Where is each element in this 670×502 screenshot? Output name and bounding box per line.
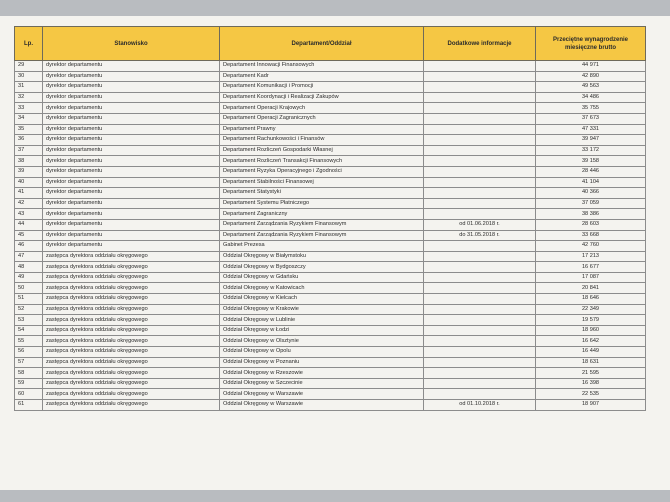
table-row	[15, 230, 646, 241]
cell-lp: 38	[15, 156, 43, 167]
table-row	[15, 272, 646, 283]
cell-additional-info	[424, 325, 536, 336]
cell-additional-info	[424, 262, 536, 273]
cell-additional-info	[424, 209, 536, 220]
cell-lp: 36	[15, 135, 43, 146]
table-row	[15, 113, 646, 124]
cell-lp: 29	[15, 61, 43, 72]
cell-lp: 60	[15, 389, 43, 400]
cell-additional-info: od 01.10.2018 r.	[424, 400, 536, 411]
cell-department: Oddział Okręgowy w Kielcach	[220, 294, 424, 305]
table-row	[15, 198, 646, 209]
cell-additional-info	[424, 347, 536, 358]
cell-additional-info	[424, 368, 536, 379]
cell-additional-info	[424, 135, 536, 146]
cell-salary: 39 947	[536, 135, 646, 146]
cell-position: zastępca dyrektora oddziału okręgowego	[43, 378, 220, 389]
cell-lp: 42	[15, 198, 43, 209]
cell-department: Oddział Okręgowy w Rzeszowie	[220, 368, 424, 379]
cell-position: dyrektor departamentu	[43, 241, 220, 252]
cell-salary: 16 677	[536, 262, 646, 273]
cell-additional-info	[424, 103, 536, 114]
cell-position: dyrektor departamentu	[43, 198, 220, 209]
cell-position: zastępca dyrektora oddziału okręgowego	[43, 325, 220, 336]
cell-salary: 34 486	[536, 92, 646, 103]
cell-lp: 58	[15, 368, 43, 379]
cell-department: Oddział Okręgowy w Lublinie	[220, 315, 424, 326]
cell-position: dyrektor departamentu	[43, 209, 220, 220]
table-row	[15, 347, 646, 358]
cell-salary: 28 603	[536, 219, 646, 230]
cell-salary: 16 449	[536, 347, 646, 358]
cell-lp: 59	[15, 378, 43, 389]
cell-lp: 61	[15, 400, 43, 411]
cell-department: Departament Operacji Krajowych	[220, 103, 424, 114]
table-row	[15, 400, 646, 411]
cell-department: Departament Systemu Płatniczego	[220, 198, 424, 209]
cell-salary: 17 087	[536, 272, 646, 283]
cell-additional-info	[424, 113, 536, 124]
cell-additional-info	[424, 82, 536, 93]
cell-additional-info	[424, 92, 536, 103]
cell-department: Departament Komunikacji i Promocji	[220, 82, 424, 93]
cell-additional-info	[424, 378, 536, 389]
table-row	[15, 378, 646, 389]
cell-lp: 31	[15, 82, 43, 93]
cell-department: Departament Operacji Zagranicznych	[220, 113, 424, 124]
cell-salary: 38 386	[536, 209, 646, 220]
cell-salary: 17 213	[536, 251, 646, 262]
table-header-row	[15, 27, 646, 61]
cell-additional-info	[424, 198, 536, 209]
table-row	[15, 82, 646, 93]
cell-additional-info	[424, 272, 536, 283]
cell-salary: 37 673	[536, 113, 646, 124]
table-row	[15, 357, 646, 368]
cell-salary: 18 907	[536, 400, 646, 411]
cell-lp: 32	[15, 92, 43, 103]
cell-salary: 16 642	[536, 336, 646, 347]
cell-department: Oddział Okręgowy w Katowicach	[220, 283, 424, 294]
table-row	[15, 188, 646, 199]
cell-department: Oddział Okręgowy w Krakowie	[220, 304, 424, 315]
cell-department: Departament Kadr	[220, 71, 424, 82]
cell-lp: 53	[15, 315, 43, 326]
cell-position: dyrektor departamentu	[43, 188, 220, 199]
cell-lp: 54	[15, 325, 43, 336]
cell-lp: 44	[15, 219, 43, 230]
header-additional-info: Dodatkowe informacje	[424, 27, 536, 61]
cell-department: Oddział Okręgowy w Warszawie	[220, 400, 424, 411]
cell-salary: 41 104	[536, 177, 646, 188]
table-row	[15, 251, 646, 262]
cell-additional-info	[424, 389, 536, 400]
cell-lp: 49	[15, 272, 43, 283]
table-row	[15, 71, 646, 82]
cell-department: Oddział Okręgowy w Opolu	[220, 347, 424, 358]
cell-salary: 40 366	[536, 188, 646, 199]
cell-position: dyrektor departamentu	[43, 145, 220, 156]
table-row	[15, 315, 646, 326]
cell-salary: 33 172	[536, 145, 646, 156]
cell-position: dyrektor departamentu	[43, 177, 220, 188]
cell-department: Departament Zagraniczny	[220, 209, 424, 220]
table-row	[15, 166, 646, 177]
cell-department: Gabinet Prezesa	[220, 241, 424, 252]
cell-position: zastępca dyrektora oddziału okręgowego	[43, 336, 220, 347]
cell-lp: 39	[15, 166, 43, 177]
header-department: Departament/Oddział	[220, 27, 424, 61]
cell-position: dyrektor departamentu	[43, 166, 220, 177]
cell-position: dyrektor departamentu	[43, 156, 220, 167]
cell-additional-info	[424, 283, 536, 294]
cell-additional-info	[424, 145, 536, 156]
cell-salary: 22 535	[536, 389, 646, 400]
cell-lp: 48	[15, 262, 43, 273]
table-body	[15, 61, 646, 411]
cell-lp: 37	[15, 145, 43, 156]
table-row	[15, 219, 646, 230]
cell-department: Oddział Okręgowy w Poznaniu	[220, 357, 424, 368]
table-row	[15, 135, 646, 146]
cell-position: dyrektor departamentu	[43, 103, 220, 114]
cell-salary: 16 398	[536, 378, 646, 389]
cell-department: Oddział Okręgowy w Białymstoku	[220, 251, 424, 262]
cell-salary: 37 059	[536, 198, 646, 209]
cell-additional-info	[424, 241, 536, 252]
cell-salary: 21 595	[536, 368, 646, 379]
cell-lp: 43	[15, 209, 43, 220]
table-row	[15, 61, 646, 72]
cell-position: dyrektor departamentu	[43, 92, 220, 103]
cell-lp: 56	[15, 347, 43, 358]
cell-additional-info	[424, 315, 536, 326]
cell-department: Departament Stabilności Finansowej	[220, 177, 424, 188]
cell-lp: 40	[15, 177, 43, 188]
cell-lp: 55	[15, 336, 43, 347]
table-row	[15, 92, 646, 103]
cell-salary: 47 331	[536, 124, 646, 135]
cell-position: zastępca dyrektora oddziału okręgowego	[43, 251, 220, 262]
cell-position: dyrektor departamentu	[43, 82, 220, 93]
table-row	[15, 368, 646, 379]
cell-salary: 42 760	[536, 241, 646, 252]
table-row	[15, 294, 646, 305]
cell-salary: 18 646	[536, 294, 646, 305]
header-lp: Lp.	[15, 27, 43, 61]
cell-position: zastępca dyrektora oddziału okręgowego	[43, 400, 220, 411]
cell-salary: 49 563	[536, 82, 646, 93]
cell-salary: 42 890	[536, 71, 646, 82]
cell-additional-info	[424, 71, 536, 82]
table-row	[15, 304, 646, 315]
cell-additional-info	[424, 304, 536, 315]
cell-position: dyrektor departamentu	[43, 230, 220, 241]
cell-position: zastępca dyrektora oddziału okręgowego	[43, 272, 220, 283]
cell-department: Departament Zarządzania Ryzykiem Finansowym	[220, 219, 424, 230]
cell-position: zastępca dyrektora oddziału okręgowego	[43, 283, 220, 294]
cell-lp: 50	[15, 283, 43, 294]
cell-additional-info	[424, 166, 536, 177]
table-row	[15, 241, 646, 252]
cell-salary: 39 158	[536, 156, 646, 167]
cell-additional-info	[424, 61, 536, 72]
cell-position: dyrektor departamentu	[43, 124, 220, 135]
cell-position: zastępca dyrektora oddziału okręgowego	[43, 315, 220, 326]
cell-lp: 46	[15, 241, 43, 252]
cell-salary: 18 631	[536, 357, 646, 368]
header-position: Stanowisko	[43, 27, 220, 61]
cell-position: dyrektor departamentu	[43, 71, 220, 82]
salary-table	[14, 26, 646, 411]
cell-additional-info	[424, 156, 536, 167]
cell-lp: 51	[15, 294, 43, 305]
cell-department: Departament Statystyki	[220, 188, 424, 199]
table-row	[15, 124, 646, 135]
cell-salary: 44 971	[536, 61, 646, 72]
cell-additional-info	[424, 177, 536, 188]
table-row	[15, 262, 646, 273]
cell-department: Departament Prawny	[220, 124, 424, 135]
cell-lp: 47	[15, 251, 43, 262]
table-row	[15, 177, 646, 188]
cell-position: zastępca dyrektora oddziału okręgowego	[43, 347, 220, 358]
cell-lp: 45	[15, 230, 43, 241]
cell-salary: 19 579	[536, 315, 646, 326]
cell-lp: 33	[15, 103, 43, 114]
cell-lp: 34	[15, 113, 43, 124]
cell-lp: 30	[15, 71, 43, 82]
cell-additional-info	[424, 251, 536, 262]
cell-salary: 18 960	[536, 325, 646, 336]
cell-position: dyrektor departamentu	[43, 219, 220, 230]
cell-department: Departament Zarządzania Ryzykiem Finansowym	[220, 230, 424, 241]
cell-department: Departament Koordynacji i Realizacji Zakupów	[220, 92, 424, 103]
cell-additional-info: do 31.05.2018 r.	[424, 230, 536, 241]
cell-salary: 35 755	[536, 103, 646, 114]
cell-position: zastępca dyrektora oddziału okręgowego	[43, 294, 220, 305]
cell-additional-info	[424, 357, 536, 368]
cell-position: zastępca dyrektora oddziału okręgowego	[43, 304, 220, 315]
document-page	[0, 16, 670, 490]
cell-position: zastępca dyrektora oddziału okręgowego	[43, 357, 220, 368]
cell-lp: 57	[15, 357, 43, 368]
table-row	[15, 325, 646, 336]
table-row	[15, 103, 646, 114]
header-average-salary: Przeciętne wynagrodzenie miesięczne brutto	[536, 27, 646, 61]
cell-position: zastępca dyrektora oddziału okręgowego	[43, 368, 220, 379]
cell-position: dyrektor departamentu	[43, 113, 220, 124]
cell-position: zastępca dyrektora oddziału okręgowego	[43, 389, 220, 400]
cell-additional-info: od 01.06.2018 r.	[424, 219, 536, 230]
cell-lp: 35	[15, 124, 43, 135]
cell-department: Departament Rozliczeń Gospodarki Własnej	[220, 145, 424, 156]
table-row	[15, 156, 646, 167]
cell-department: Departament Ryzyka Operacyjnego i Zgodności	[220, 166, 424, 177]
cell-additional-info	[424, 124, 536, 135]
cell-salary: 20 841	[536, 283, 646, 294]
cell-department: Oddział Okręgowy w Gdańsku	[220, 272, 424, 283]
cell-salary: 22 349	[536, 304, 646, 315]
table-row	[15, 336, 646, 347]
cell-additional-info	[424, 188, 536, 199]
table-row	[15, 389, 646, 400]
cell-department: Oddział Okręgowy w Olsztynie	[220, 336, 424, 347]
cell-department: Oddział Okręgowy w Bydgoszczy	[220, 262, 424, 273]
cell-salary: 28 446	[536, 166, 646, 177]
cell-salary: 33 668	[536, 230, 646, 241]
cell-lp: 52	[15, 304, 43, 315]
cell-lp: 41	[15, 188, 43, 199]
cell-additional-info	[424, 336, 536, 347]
cell-position: dyrektor departamentu	[43, 61, 220, 72]
cell-department: Departament Rozliczeń Transakcji Finansowych	[220, 156, 424, 167]
cell-department: Oddział Okręgowy w Łodzi	[220, 325, 424, 336]
table-row	[15, 209, 646, 220]
cell-department: Oddział Okręgowy w Szczecinie	[220, 378, 424, 389]
cell-additional-info	[424, 294, 536, 305]
cell-position: dyrektor departamentu	[43, 135, 220, 146]
cell-position: zastępca dyrektora oddziału okręgowego	[43, 262, 220, 273]
table-row	[15, 145, 646, 156]
cell-department: Departament Rachunkowości i Finansów	[220, 135, 424, 146]
table-row	[15, 283, 646, 294]
cell-department: Departament Innowacji Finansowych	[220, 61, 424, 72]
cell-department: Oddział Okręgowy w Warszawie	[220, 389, 424, 400]
